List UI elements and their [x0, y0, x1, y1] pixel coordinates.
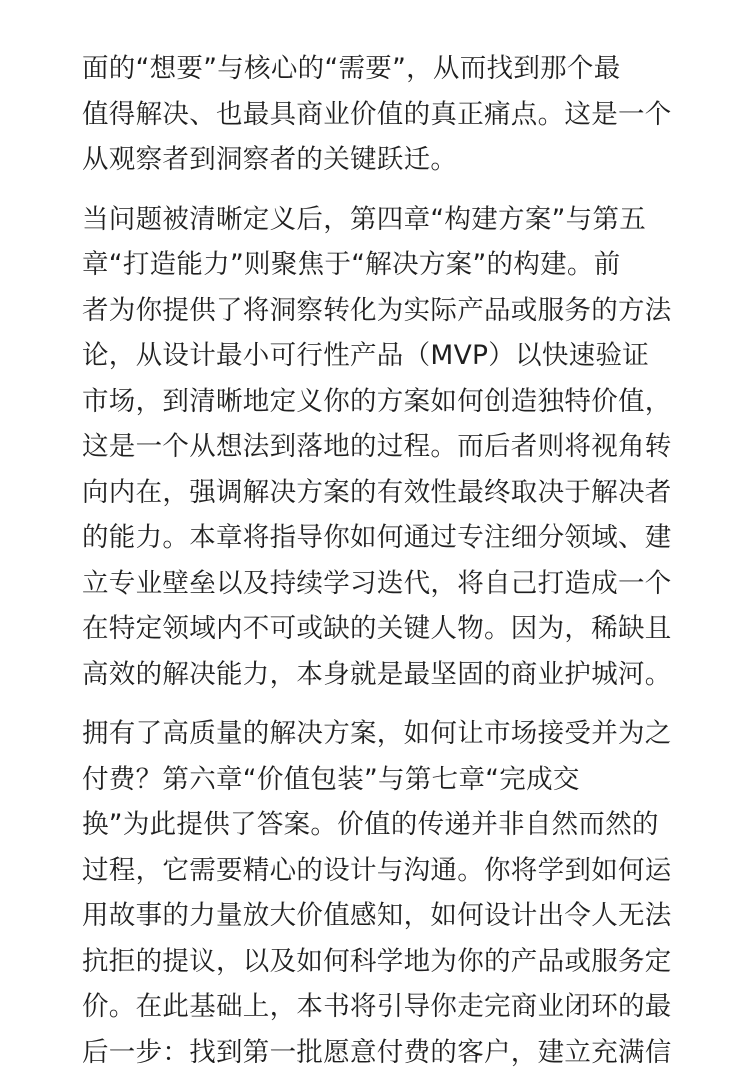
paragraph-3	[82, 711, 672, 1075]
paragraph-2	[82, 197, 672, 698]
text-line: 高效的解决能力，本身就是最坚固的商业护城河。	[82, 658, 672, 690]
text-line: 向内在，强调解决方案的有效性最终取决于解决者	[82, 476, 672, 508]
text-line: 论，从设计最小可行性产品（MVP）以快速验证	[82, 340, 650, 371]
paragraph-1	[82, 46, 672, 183]
document-body	[82, 46, 672, 1089]
text-line: 市场，到清晰地定义你的方案如何创造独特价值，	[82, 385, 672, 417]
text-line: 章“打造能力”则聚焦于“解决方案”的构建。前	[82, 249, 621, 280]
text-line: 者为你提供了将洞察转化为实际产品或服务的方法	[82, 294, 672, 326]
text-line: 在特定领域内不可或缺的关键人物。因为，稀缺且	[82, 613, 672, 644]
text-line: 这是一个从想法到落地的过程。而后者则将视角转	[82, 431, 672, 462]
text-line: 从观察者到洞察者的关键跃迁。	[82, 144, 458, 175]
text-line: 面的“想要”与核心的“需要”，从而找到那个最	[82, 53, 621, 84]
text-line: 后一步：找到第一批愿意付费的客户，建立充满信	[82, 1036, 672, 1068]
text-line: 抗拒的提议，以及如何科学地为你的产品或服务定	[82, 945, 672, 977]
text-line: 拥有了高质量的解决方案，如何让市场接受并为之	[82, 718, 672, 749]
text-line: 值得解决、也最具商业价值的真正痛点。这是一个	[82, 98, 672, 130]
text-line: 当问题被清晰定义后，第四章“构建方案”与第五	[82, 203, 647, 235]
text-line: 过程，它需要精心的设计与沟通。你将学到如何运	[82, 854, 672, 886]
text-line: 立专业壁垒以及持续学习迭代，将自己打造成一个	[82, 567, 672, 599]
text-line: 用故事的力量放大价值感知，如何设计出令人无法	[82, 900, 672, 931]
text-line: 付费？第六章“价值包装”与第七章“完成交	[82, 763, 580, 795]
text-line: 的能力。本章将指导你如何通过专注细分领域、建	[82, 522, 672, 553]
text-line: 价。在此基础上，本书将引导你走完商业闭环的最	[82, 991, 672, 1022]
text-line: 换”为此提供了答案。价值的传递并非自然而然的	[82, 809, 659, 840]
